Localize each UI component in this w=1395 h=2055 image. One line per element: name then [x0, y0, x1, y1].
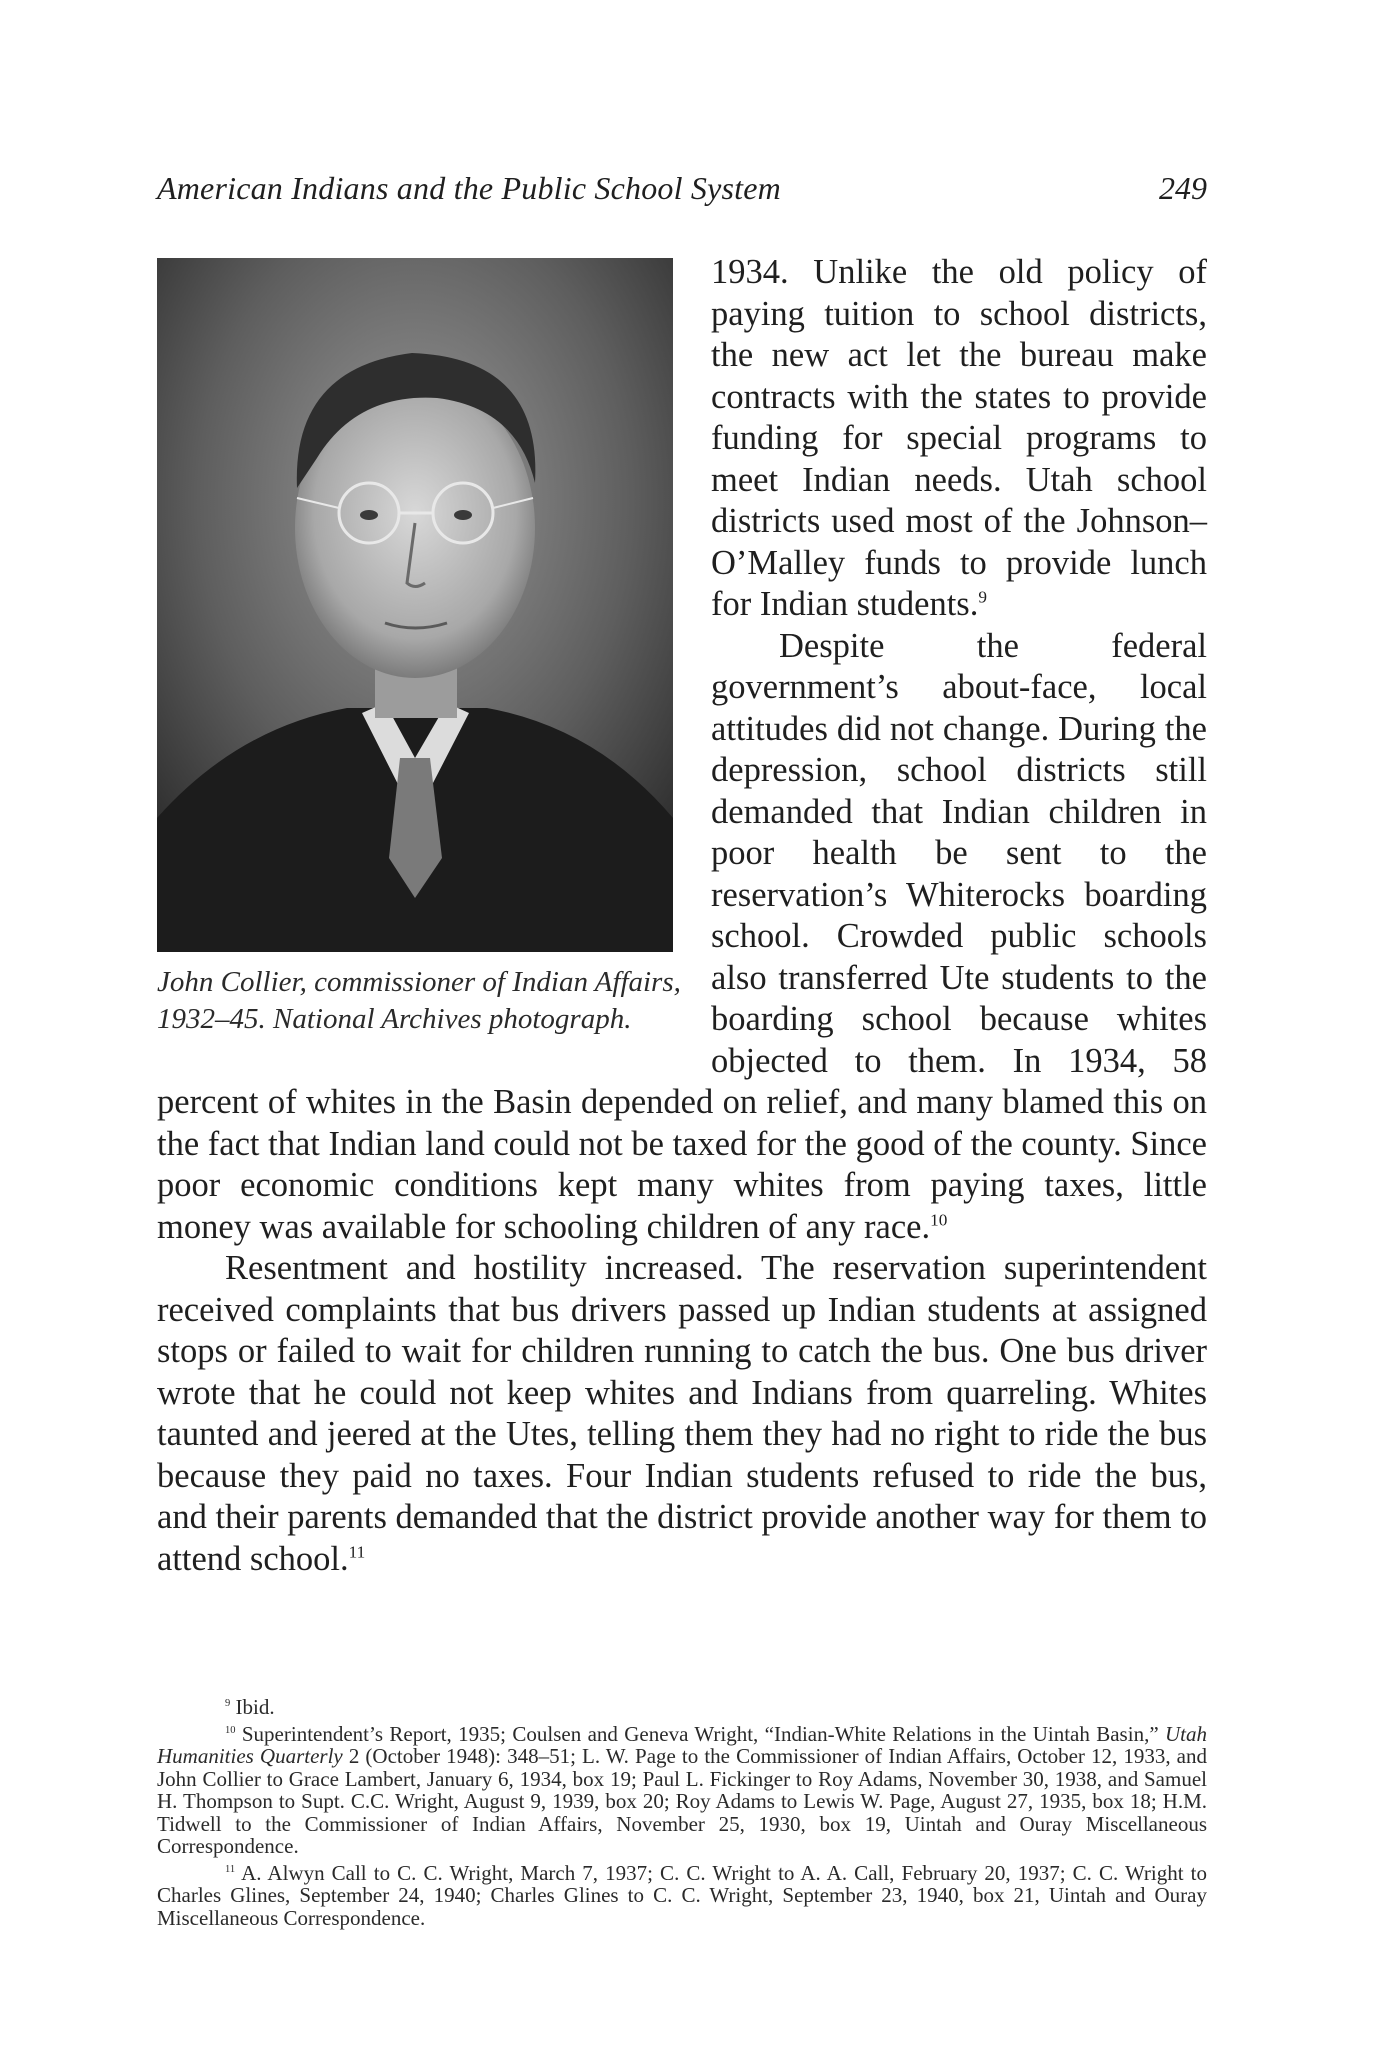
footnote-9 — [157, 1696, 1207, 1719]
footnote-10-mark: 10 — [225, 1724, 236, 1736]
footnote-10-text-a: Superintendent’s Report, 1935; Coulsen and Geneva Wright, “Indian-White Relations in the Uintah Basin,” — [241, 1721, 1159, 1746]
footnote-10 — [157, 1723, 1207, 1858]
paragraph-2-text: Despite the federal government’s about-face, local attitudes did not change. During the depression, school districts still demanded that Indian children in poor health be sent to the reservation’s Whiterocks boarding school. Crowded public schools also transferred Ute students to the boarding school because whites objected to them. In 1934, 58 percent of whites in the Basin depended on relief, and many blamed this on the fact that Indian land could not be taxed for the good of the county. Since poor economic conditions kept many whites from paying taxes, little money was available for schooling children of any race. — [157, 626, 1207, 1246]
footnote-9-text: Ibid. — [235, 1695, 275, 1719]
page-number: 249 — [1159, 170, 1207, 206]
figure-wrap-space — [157, 252, 711, 1055]
footnote-9-mark: 9 — [225, 1698, 231, 1709]
footnote-10-journal: Utah Humanities Quarterly — [157, 1721, 1208, 1768]
running-header — [157, 170, 1207, 220]
footnote-11-mark: 11 — [225, 1863, 236, 1875]
paragraph-1-text: 1934. Unlike the old policy of paying tuition to school districts, the new act let the bureau make contracts with the states to provide funding for special programs to meet Indian needs. Utah school districts used most of the Johnson–O’Malley funds to provide lunch for Indian students. — [711, 253, 1207, 623]
footnote-ref-9: 9 — [978, 587, 987, 607]
footnote-11 — [157, 1862, 1207, 1930]
footnotes — [157, 1696, 1207, 1933]
footnote-ref-10: 10 — [930, 1210, 948, 1229]
figure-caption: John Collier, commissioner of Indian Affairs, 1932–45. National Archives photograph. — [157, 966, 681, 1035]
running-title: American Indians and the Public School System — [157, 170, 781, 206]
paragraph-3-text: Resentment and hostility increased. The reservation superintendent received complaints that bus drivers passed up Indian students at assigned stops or failed to wait for children running to catch the bus. One bus driver wrote that he could not keep whites and Indians from quarreling. Whites taunted and jeered at the Utes, telling them they had no right to ride the bus because they paid no taxes. Four Indian students refused to ride the bus, and their parents demanded that the district provide another way for them to attend school. — [157, 1249, 1207, 1578]
footnote-ref-11: 11 — [348, 1542, 366, 1561]
paragraph-3 — [157, 1248, 1207, 1580]
footnote-11-text: A. Alwyn Call to C. C. Wright, March 7, 1937; C. C. Wright to A. A. Call, February 20, 1937; C. C. Wright to Charles Glines, September 24, 1940; Charles Glines to C. C. Wright, September 23, 1940, box 21, Uintah and Ouray Miscellaneous Correspondence. — [157, 1860, 1208, 1930]
body-text — [157, 252, 1207, 1580]
footnote-10-text-b: 2 (October 1948): 348–51; L. W. Page to the Commissioner of Indian Affairs, October 12, 1933, and John Collier to Grace Lambert, January 6, 1934, box 19; Paul L. Fickinger to Roy Adams, November 30, 1938, and Samuel H. Thompson to Supt. C.C. Wright, August 9, 1939, box 20; Roy Adams to Lewis W. Page, August 27, 1935, box 18; H.M. Tidwell to the Commissioner of Indian Affairs, November 25, 1930, box 19, Uintah and Ouray Miscellaneous Correspondence. — [157, 1744, 1208, 1858]
